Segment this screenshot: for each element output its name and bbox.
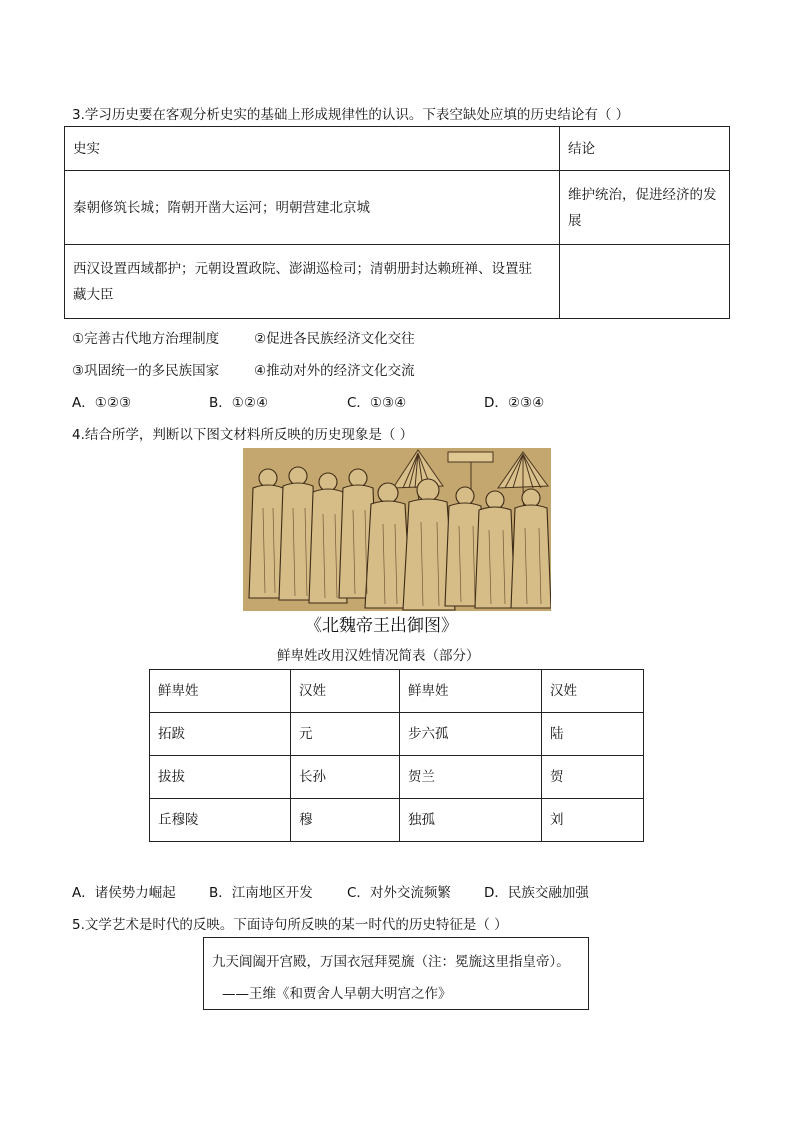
q5-poem-line1: 九天阊阖开宫殿，万国衣冠拜冕旒（注：冕旒这里指皇帝）。 bbox=[212, 954, 570, 970]
q3-header-fact: 史实 bbox=[65, 127, 560, 171]
q4-cell: 拓跋 bbox=[150, 713, 291, 756]
q4-stem: 4.结合所学，判断以下图文材料所反映的历史现象是（ ） bbox=[72, 427, 414, 443]
q4-cell: 丘穆陵 bbox=[150, 799, 291, 842]
painting-caption: 《北魏帝王出御图》 bbox=[305, 616, 458, 636]
q4-cell: 贺 bbox=[542, 756, 644, 799]
q4-header-xianbei-1: 鲜卑姓 bbox=[150, 670, 291, 713]
q4-cell: 贺兰 bbox=[400, 756, 542, 799]
q3-row2-conclusion-blank bbox=[560, 245, 730, 319]
q3-row1-conclusion bbox=[560, 171, 730, 245]
procession-illustration bbox=[243, 448, 551, 611]
q4-cell: 刘 bbox=[542, 799, 644, 842]
q4-option-a[interactable]: A．诸侯势力崛起 bbox=[72, 885, 176, 901]
q3-option-c[interactable]: C．①③④ bbox=[347, 395, 407, 411]
q3-row2-fact bbox=[65, 245, 560, 319]
q3-option-a[interactable]: A．①②③ bbox=[72, 395, 132, 411]
q4-header-han-2: 汉姓 bbox=[542, 670, 644, 713]
q3-statement-2: ②促进各民族经济文化交往 bbox=[254, 331, 415, 347]
q4-option-b[interactable]: B．江南地区开发 bbox=[209, 885, 313, 901]
q3-statement-4: ④推动对外的经济文化交流 bbox=[254, 363, 415, 379]
q3-stem: 3.学习历史要在客观分析史实的基础上形成规律性的认识。下表空缺处应填的历史结论有（ ） bbox=[72, 107, 630, 123]
q4-cell: 步六孤 bbox=[400, 713, 542, 756]
q4-header-han-1: 汉姓 bbox=[291, 670, 400, 713]
q3-option-d[interactable]: D．②③④ bbox=[484, 395, 545, 411]
q3-table bbox=[64, 126, 730, 319]
q3-statement-3: ③巩固统一的多民族国家 bbox=[72, 363, 220, 379]
q4-surname-table bbox=[149, 669, 644, 842]
q3-row1-conclusion-line1: 维护统治，促进经济的发 bbox=[568, 186, 717, 203]
q4-header-xianbei-2: 鲜卑姓 bbox=[400, 670, 542, 713]
q3-option-b[interactable]: B．①②④ bbox=[209, 395, 269, 411]
q4-cell: 陆 bbox=[542, 713, 644, 756]
q4-cell: 独孤 bbox=[400, 799, 542, 842]
q4-cell: 拔拔 bbox=[150, 756, 291, 799]
q4-option-c[interactable]: C．对外交流频繁 bbox=[347, 885, 451, 901]
northern-wei-procession-painting bbox=[243, 448, 551, 611]
q3-row2-fact-line1: 西汉设置西域都护；元朝设置政院、澎湖巡检司；清朝册封达赖班禅、设置驻 bbox=[73, 260, 532, 277]
q3-row2-fact-line2: 藏大臣 bbox=[73, 286, 114, 303]
q3-header-conclusion: 结论 bbox=[560, 127, 730, 171]
q3-row1-fact: 秦朝修筑长城；隋朝开凿大运河；明朝营建北京城 bbox=[65, 171, 560, 245]
q4-cell: 元 bbox=[291, 713, 400, 756]
q4-table-title: 鲜卑姓改用汉姓情况简表（部分） bbox=[277, 648, 480, 664]
q5-poem-box bbox=[203, 937, 589, 1010]
q4-option-d[interactable]: D．民族交融加强 bbox=[484, 885, 589, 901]
q5-stem: 5.文学艺术是时代的反映。下面诗句所反映的某一时代的历史特征是（ ） bbox=[72, 917, 508, 933]
q4-cell: 穆 bbox=[291, 799, 400, 842]
q3-statement-1: ①完善古代地方治理制度 bbox=[72, 331, 220, 347]
q4-cell: 长孙 bbox=[291, 756, 400, 799]
q3-row1-conclusion-line2: 展 bbox=[568, 212, 582, 229]
q5-poem-attribution: ——王维《和贾舍人早朝大明宫之作》 bbox=[222, 986, 452, 1002]
